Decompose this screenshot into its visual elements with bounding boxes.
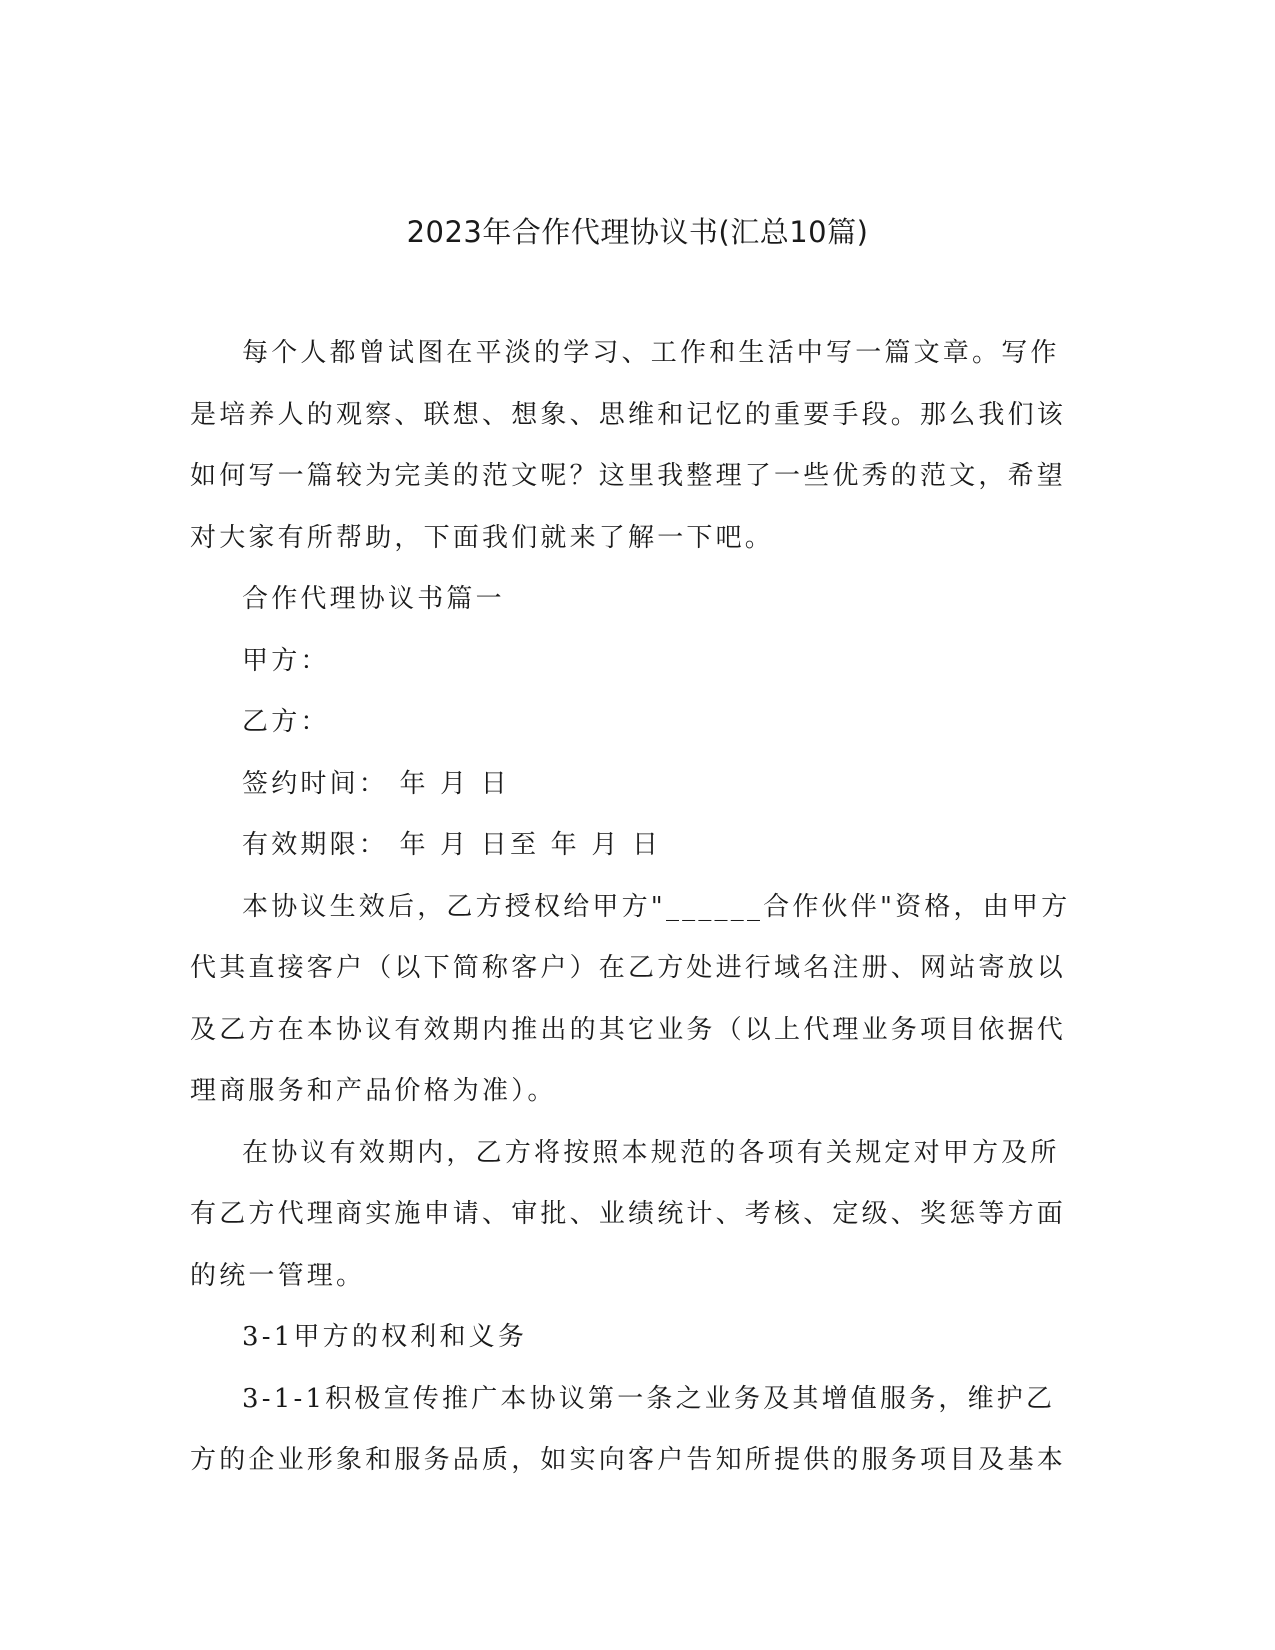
authorization-paragraph: 本协议生效后，乙方授权给甲方"______合作伙伴"资格，由甲方代其直接客户（以下简称客户）在乙方处进行域名注册、网站寄放以及乙方在本协议有效期内推出的其它业务（以上代理业务项目依据代理商服务和产品价格为准）。 <box>190 891 1071 1106</box>
clause-paragraph: 3-1-1积极宣传推广本协议第一条之业务及其增值服务，维护乙方的企业形象和服务品质，如实向客户告知所提供的服务项目及基本 <box>190 1383 1067 1475</box>
management-paragraph: 在协议有效期内，乙方将按照本规范的各项有关规定对甲方及所有乙方代理商实施申请、审批、业绩统计、考核、定级、奖惩等方面的统一管理。 <box>190 1137 1067 1291</box>
validity-period-line: 有效期限： 年 月 日至 年 月 日 <box>242 830 662 860</box>
clause-heading: 3-1甲方的权利和义务 <box>242 1322 528 1352</box>
party-a-line: 甲方： <box>242 645 330 676</box>
document-body <box>190 323 1080 1492</box>
party-b-line: 乙方： <box>242 707 330 737</box>
intro-paragraph: 每个人都曾试图在平淡的学习、工作和生活中写一篇文章。写作是培养人的观察、联想、想象、思维和记忆的重要手段。那么我们该如何写一篇较为完美的范文呢？这里我整理了一些优秀的范文，希望对大家有所帮助，下面我们就来了解一下吧。 <box>190 338 1067 553</box>
section-heading: 合作代理协议书篇一 <box>242 584 505 614</box>
document-title: 2023年合作代理协议书(汇总10篇) <box>406 215 869 249</box>
signing-date-line: 签约时间： 年 月 日 <box>242 768 510 799</box>
